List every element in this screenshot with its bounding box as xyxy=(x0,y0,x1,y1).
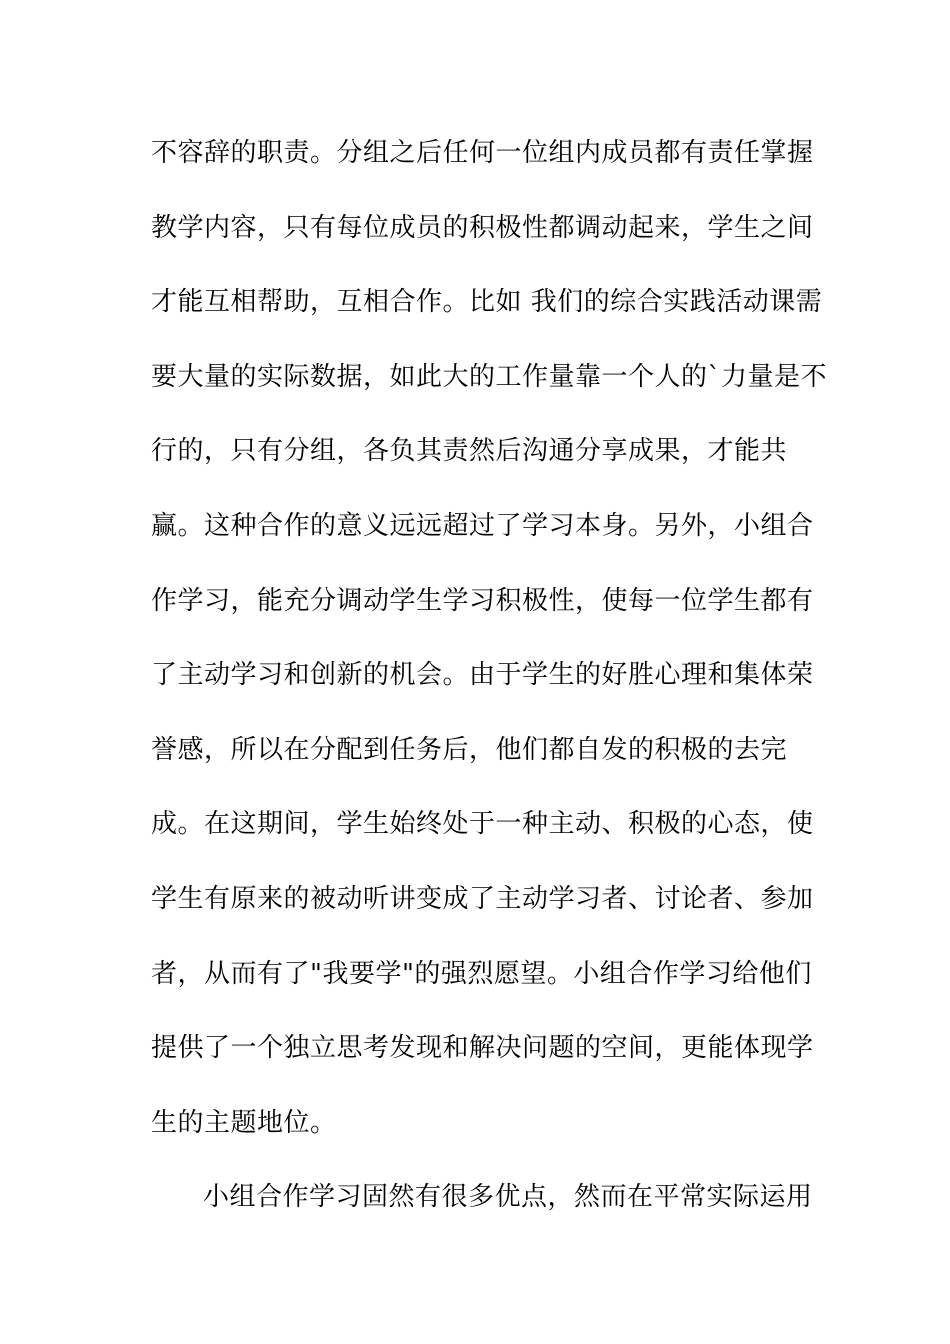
text-line: 赢。这种合作的意义远远超过了学习本身。另外，小组合 xyxy=(151,510,814,541)
text-line: 行的，只有分组，各负其责然后沟通分享成果，才能共 xyxy=(151,436,788,467)
text-line: 生的主题地位。 xyxy=(151,1107,337,1138)
text-line: 提供了一个独立思考发现和解决问题的空间，更能体现学 xyxy=(151,1033,814,1064)
text-line: 了主动学习和创新的机会。由于学生的好胜心理和集体荣 xyxy=(151,660,814,691)
text-line: 才能互相帮助，互相合作。比如 我们的综合实践活动课需 xyxy=(151,287,823,318)
text-line: 誉感，所以在分配到任务后，他们都自发的积极的去完 xyxy=(151,734,788,765)
text-line: 要大量的实际数据，如此大的工作量靠一个人的`力量是不 xyxy=(151,361,828,392)
text-line: 成。在这期间，学生始终处于一种主动、积极的心态，使 xyxy=(151,809,814,840)
text-line: 作学习，能充分调动学生学习积极性，使每一位学生都有 xyxy=(151,585,814,616)
paragraph-start-line: 小组合作学习固然有很多优点，然而在平常实际运用 xyxy=(203,1182,813,1213)
text-line: 学生有原来的被动听讲变成了主动学习者、讨论者、参加 xyxy=(151,883,814,914)
text-line: 教学内容，只有每位成员的积极性都调动起来，学生之间 xyxy=(151,212,814,243)
text-line: 者，从而有了"我要学"的强烈愿望。小组合作学习给他们 xyxy=(151,958,812,989)
text-line: 不容辞的职责。分组之后任何一位组内成员都有责任掌握 xyxy=(151,138,814,168)
body-text xyxy=(151,125,828,1244)
